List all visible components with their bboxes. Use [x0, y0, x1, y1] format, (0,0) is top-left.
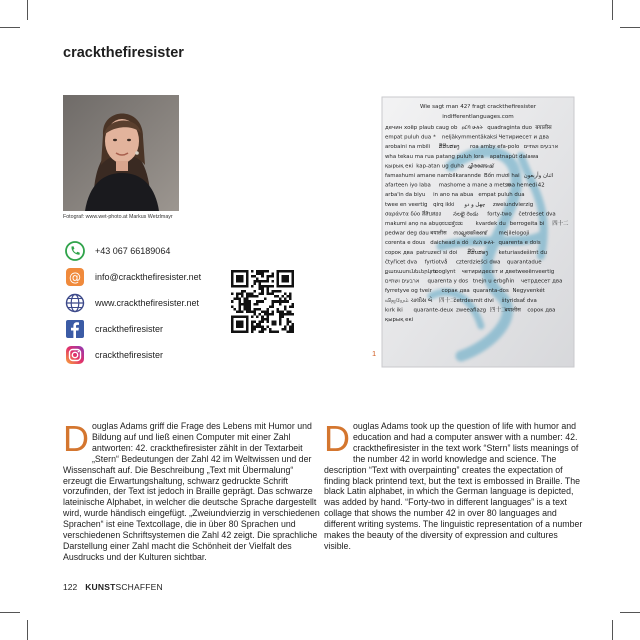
collage-phrase: விஜயேம்: [385, 297, 409, 304]
email-icon: [65, 267, 85, 287]
collage-phrase: ನಲವತ್ತೆರಡು: [441, 221, 464, 227]
collage-phrase: ዐርባ ሁለት: [461, 125, 484, 131]
collage-phrase: empat puluh dua: [385, 134, 432, 141]
instagram-handle: crackthefiresister: [95, 350, 164, 360]
collage-phrase: berrogeita bi: [509, 221, 545, 227]
collage-phrase: дечин хоёр: [385, 125, 418, 131]
collage-phrase: empat puluh dua: [478, 192, 525, 199]
collage-phrase: quarante-deux: [413, 307, 454, 314]
collage-phrase: forty-two: [487, 211, 512, 218]
crop-mark: [27, 0, 28, 20]
crop-mark: [612, 620, 613, 640]
collage-phrase: famashumi amane nambili: [385, 173, 458, 179]
contact-website[interactable]: [65, 290, 201, 316]
collage-phrase: tooglynt: [433, 269, 456, 275]
collage-header-line: indifferentlanguages.com: [442, 114, 514, 120]
collage-phrase: twee en veertig: [385, 201, 428, 208]
phone-icon: [65, 241, 85, 261]
collage-phrase: ສີ່ສິບສອງ: [438, 144, 460, 151]
collage-phrase: patruzeci si doi: [416, 249, 458, 256]
magazine-brand-bold: KUNST: [85, 582, 116, 592]
collage-phrase: mejilelogoji: [498, 230, 530, 237]
collage-phrase: बयालीस: [504, 307, 521, 314]
collage-phrase: четиридесет и две: [461, 269, 516, 275]
collage-phrase: karannde: [455, 173, 482, 179]
collage-phrase: ચાલીસ બે: [410, 297, 433, 304]
collage-phrase: اثنان وأربعون: [523, 173, 554, 179]
website-url: www.crackthefiresister.net: [95, 298, 200, 308]
body-text-german: [63, 418, 325, 563]
crop-mark: [27, 620, 28, 640]
crop-mark: [0, 27, 20, 28]
crop-mark: [612, 0, 613, 20]
drop-cap: D: [324, 418, 350, 459]
collage-phrase: چهل و دو: [464, 201, 486, 208]
collage-phrase: quaranta-dos: [472, 288, 509, 295]
page-title: crackthefiresister: [63, 45, 184, 61]
page-footer: [63, 582, 163, 592]
collage-phrase: Bốn mươi hai: [484, 173, 520, 179]
collage-phrase: 42: [537, 182, 545, 189]
collage-phrase: quarenta e dois: [498, 240, 541, 247]
collage-phrase: ച്ചിരങ്ങേഷ്: [467, 163, 494, 170]
collage-phrase: నలభై రెండు: [453, 211, 479, 218]
collage-phrase: quarantadue: [506, 259, 542, 266]
collage-phrase: сорок два: [385, 249, 414, 256]
collage-header-line: Wie sagt man 42? fragt crackthefiresister: [419, 104, 537, 110]
collage-phrase: четрдесет два: [520, 278, 563, 285]
collage-phrase: बयालीस: [430, 230, 447, 237]
collage-phrase: fyrretyve og tveir: [385, 288, 432, 295]
email-address: info@crackthefiresister.net: [95, 272, 202, 282]
magazine-brand-regular: SCHAFFEN: [115, 582, 163, 592]
collage-phrase: tnejn u erbgħin: [472, 278, 515, 285]
collage-phrase: ສີ່ສິບສອງ: [467, 249, 488, 256]
paragraph: [63, 418, 325, 563]
collage-phrase: arobaini na mbili: [385, 144, 431, 151]
collage-phrase: നാല്പത്തിരണ്ട്: [453, 230, 487, 237]
collage-phrase: ደረስ ሁለት: [472, 240, 495, 247]
collage-phrase: сорак два: [441, 288, 470, 295]
globe-icon: [65, 293, 85, 313]
paragraph-text: ouglas Adams took up the question of life with humor and education and had a computer answer with a number: 42. crackthefiresister in the text work “Stern” lists meanings of the number 42 in world knowledge and science. The description “Text with overpainting” creates the expectation of finding black printend text, but the text is embossed in Braille. The black Latin alphabet, in which the German language is depicted, was added by hand. “Forty-two in different languages” is a text collage that shows the number 42 in over 80 languages and different writing systems. The linguistic representation of a number makes the beauty of the diversity of expression and cultures visible.: [324, 421, 583, 551]
collage-phrase: arba'in da biyu: [385, 192, 426, 199]
collage-phrase: 四十二: [439, 297, 456, 304]
collage-phrase: Negyvenkét: [512, 288, 545, 295]
collage-phrase: tweeënveertig: [515, 269, 555, 275]
collage-phrase: keturiasdešimt du: [498, 249, 548, 256]
collage-phrase: қырық екі: [385, 317, 414, 323]
collage-phrase: apatnapût dalawa: [489, 153, 539, 160]
crop-mark: [0, 612, 20, 613]
collage-phrase: сорок два: [527, 307, 556, 314]
collage-phrase: Четириесет и два: [498, 134, 549, 141]
collage-phrase: četrdeset dva: [518, 211, 556, 218]
collage-phrase: neljäkymmentäkaksi: [441, 134, 498, 141]
collage-phrase: ארבעים ושתיים: [385, 278, 420, 285]
paragraph: [324, 418, 586, 552]
instagram-icon: [65, 345, 85, 365]
artist-portrait: [63, 95, 179, 211]
collage-phrase: बयालीस: [535, 125, 552, 131]
collage-phrase: plaub caug ob: [419, 125, 458, 131]
collage-phrase: mashome a mane a metso: [438, 182, 511, 189]
qr-code[interactable]: [231, 270, 294, 333]
collage-phrase: สี่สิบสอง: [421, 211, 442, 218]
page-number: 122: [63, 582, 78, 592]
contact-phone[interactable]: [65, 238, 201, 264]
facebook-icon: [65, 319, 85, 339]
svg-text:@: @: [69, 270, 81, 285]
drop-cap: D: [63, 418, 89, 459]
collage-phrase: čtyřicet dva: [385, 259, 418, 266]
crop-mark: [620, 27, 640, 28]
collage-phrase: 四十二: [552, 221, 569, 227]
collage-phrase: *: [433, 134, 436, 141]
collage-phrase: kırk iki: [385, 307, 403, 314]
collage-phrase: pedwar deg dau: [385, 230, 429, 237]
collage-phrase: corenta e dous: [385, 240, 426, 247]
collage-phrase: 四十二: [490, 307, 507, 314]
contact-list: [65, 238, 201, 368]
collage-phrase: zweeafiazg: [455, 307, 487, 314]
collage-phrase: in ano na abua: [433, 192, 474, 199]
collage-phrase: štyridsať dva: [501, 297, 537, 304]
collage-phrase: σαράντα δύο: [385, 211, 421, 218]
paragraph-text: ouglas Adams griff die Frage des Lebens mit Humor und Bildung auf und ließ einen Computer mit einer Zahl antworten: 42. crackthefiresister zählt in der Textarbeit „Stern“ Bedeutungen der Zahl 42 im Weltwissen und der Wissenschaft auf. Die Beschreibung „Text mit Übermalung“ erzeugt die Erwartungshaltung, schwarz gedruckte Schrift vorzufinden, der Text ist jedoch in Braille geprägt. Das schwarze lateinische Alphabet, in welcher die deutsche Sprache dargestellt wird, wurde händisch eingefügt. „Zweiundvierzig in verschiedenen Sprachen“ ist eine Textcollage, die in über 80 Sprachen und verschiedenen Schriftsystemen die Zahl 42 zeigt. Die sprachliche Darstellung einer Zahl macht die Schönheit der Vielfalt des Ausdrucks und der Kulturen sichtbar.: [63, 421, 320, 562]
artwork-collage: [381, 96, 575, 368]
contact-instagram[interactable]: [65, 342, 201, 368]
collage-phrase: czterdzieści dwa: [455, 259, 501, 266]
collage-phrase: četrdesmit divi: [453, 297, 494, 304]
collage-phrase: makumi anọ na abụọ: [385, 221, 442, 227]
collage-phrase: қырық екі: [385, 163, 414, 170]
collage-phrase: քառասունեւերկու: [385, 269, 437, 275]
body-text-english: [324, 418, 586, 552]
collage-phrase: daichead a dó: [430, 240, 469, 247]
crop-mark: [620, 612, 640, 613]
collage-phrase: ארבעים ושתיים: [523, 144, 559, 151]
phone-number: +43 067 66189064: [95, 246, 171, 256]
figure-number: 1: [372, 349, 377, 358]
collage-phrase: quarenta y dos: [427, 278, 469, 285]
collage-phrase: kap-atan ug duha: [416, 163, 464, 170]
collage-phrase: qirq ikki: [433, 201, 455, 208]
collage-phrase: wha tekau ma rua: [385, 153, 434, 160]
collage-phrase: quadraginta duo: [487, 125, 532, 131]
collage-phrase: ma hemedi: [506, 182, 538, 189]
collage-phrase: kvardek du: [475, 221, 506, 227]
facebook-handle: crackthefiresister: [95, 324, 164, 334]
photo-caption: Fotograf: www.wet-photo.at Markus Wetzlmayr: [63, 214, 173, 220]
collage-phrase: roa amby efa-polo: [470, 144, 520, 151]
contact-facebook[interactable]: [65, 316, 201, 342]
collage-phrase: fyrtiotvå: [424, 259, 448, 266]
contact-email[interactable]: [65, 264, 201, 290]
collage-phrase: patang puluh lora: [435, 153, 484, 160]
collage-phrase: afarteen iyo laba: [385, 182, 431, 189]
collage-phrase: zweiundvierzig: [492, 201, 534, 208]
